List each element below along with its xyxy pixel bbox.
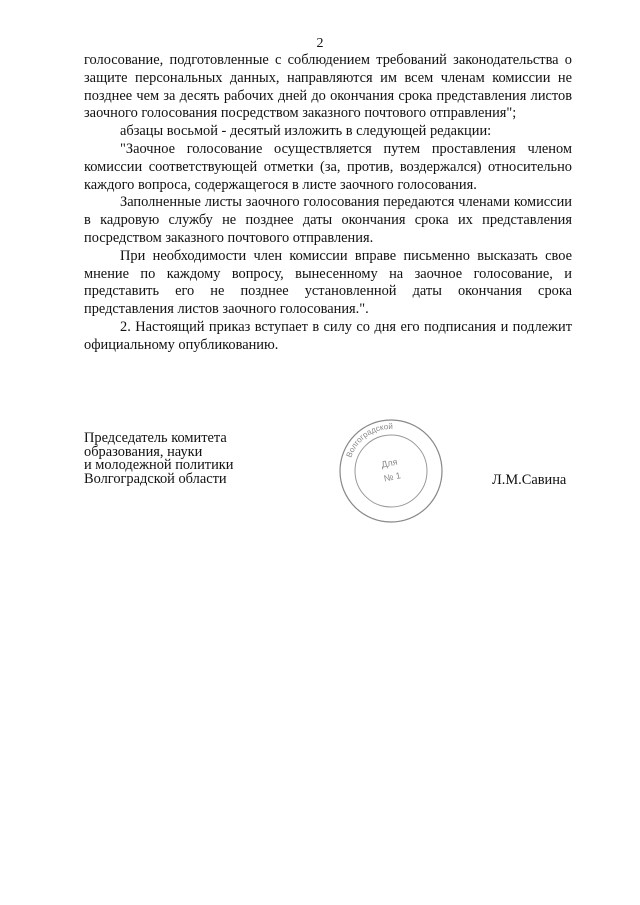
paragraph: Заполненные листы заочного голосования передаются членами комиссии в кадровую службу не позднее даты окончания срока их представления посредством заказного почтового отправления.: [84, 194, 572, 246]
paragraph: голосование, подготовленные с соблюдением требований законодательства о защите персональных данных, направляются им всем членам комиссии не позднее чем за десять рабочих дней до окончания срока представления листов заочного голосования посредством заказного почтового отправления";: [84, 52, 572, 122]
document-body: [84, 52, 572, 355]
signatory-title-line: Волгоградской области: [84, 470, 227, 487]
signatory-title: [84, 432, 344, 486]
paragraph: При необходимости член комиссии вправе письменно высказать свое мнение по каждому вопросу, вынесенному на заочное голосование, и представить его не позднее установленной даты окончания срока представления листов заочного голосования.".: [84, 247, 572, 318]
signatory-title-line: Председатель комитета: [84, 430, 227, 446]
official-seal: [338, 418, 444, 524]
signatory-title-line: и молодежной политики: [84, 457, 234, 473]
signatory-title-line: образования, науки: [84, 443, 203, 460]
seal-center-text: Для: [380, 456, 399, 470]
paragraph: абзацы восьмой - десятый изложить в следующей редакции:: [120, 123, 492, 140]
paragraph: 2. Настоящий приказ вступает в силу со дня его подписания и подлежит официальному опубликованию.: [84, 318, 572, 353]
seal-center-number: № 1: [382, 470, 402, 484]
paragraph: "Заочное голосование осуществляется путем проставления членом комиссии соответствующей отметки (за, против, воздержался) относительно каждого вопроса, содержащегося в листе заочного голосования.: [84, 140, 572, 193]
seal-ring-text: Волгоградской: [344, 421, 393, 459]
signer-name: Л.М.Савина: [492, 472, 567, 488]
page-number: 2: [316, 36, 324, 51]
